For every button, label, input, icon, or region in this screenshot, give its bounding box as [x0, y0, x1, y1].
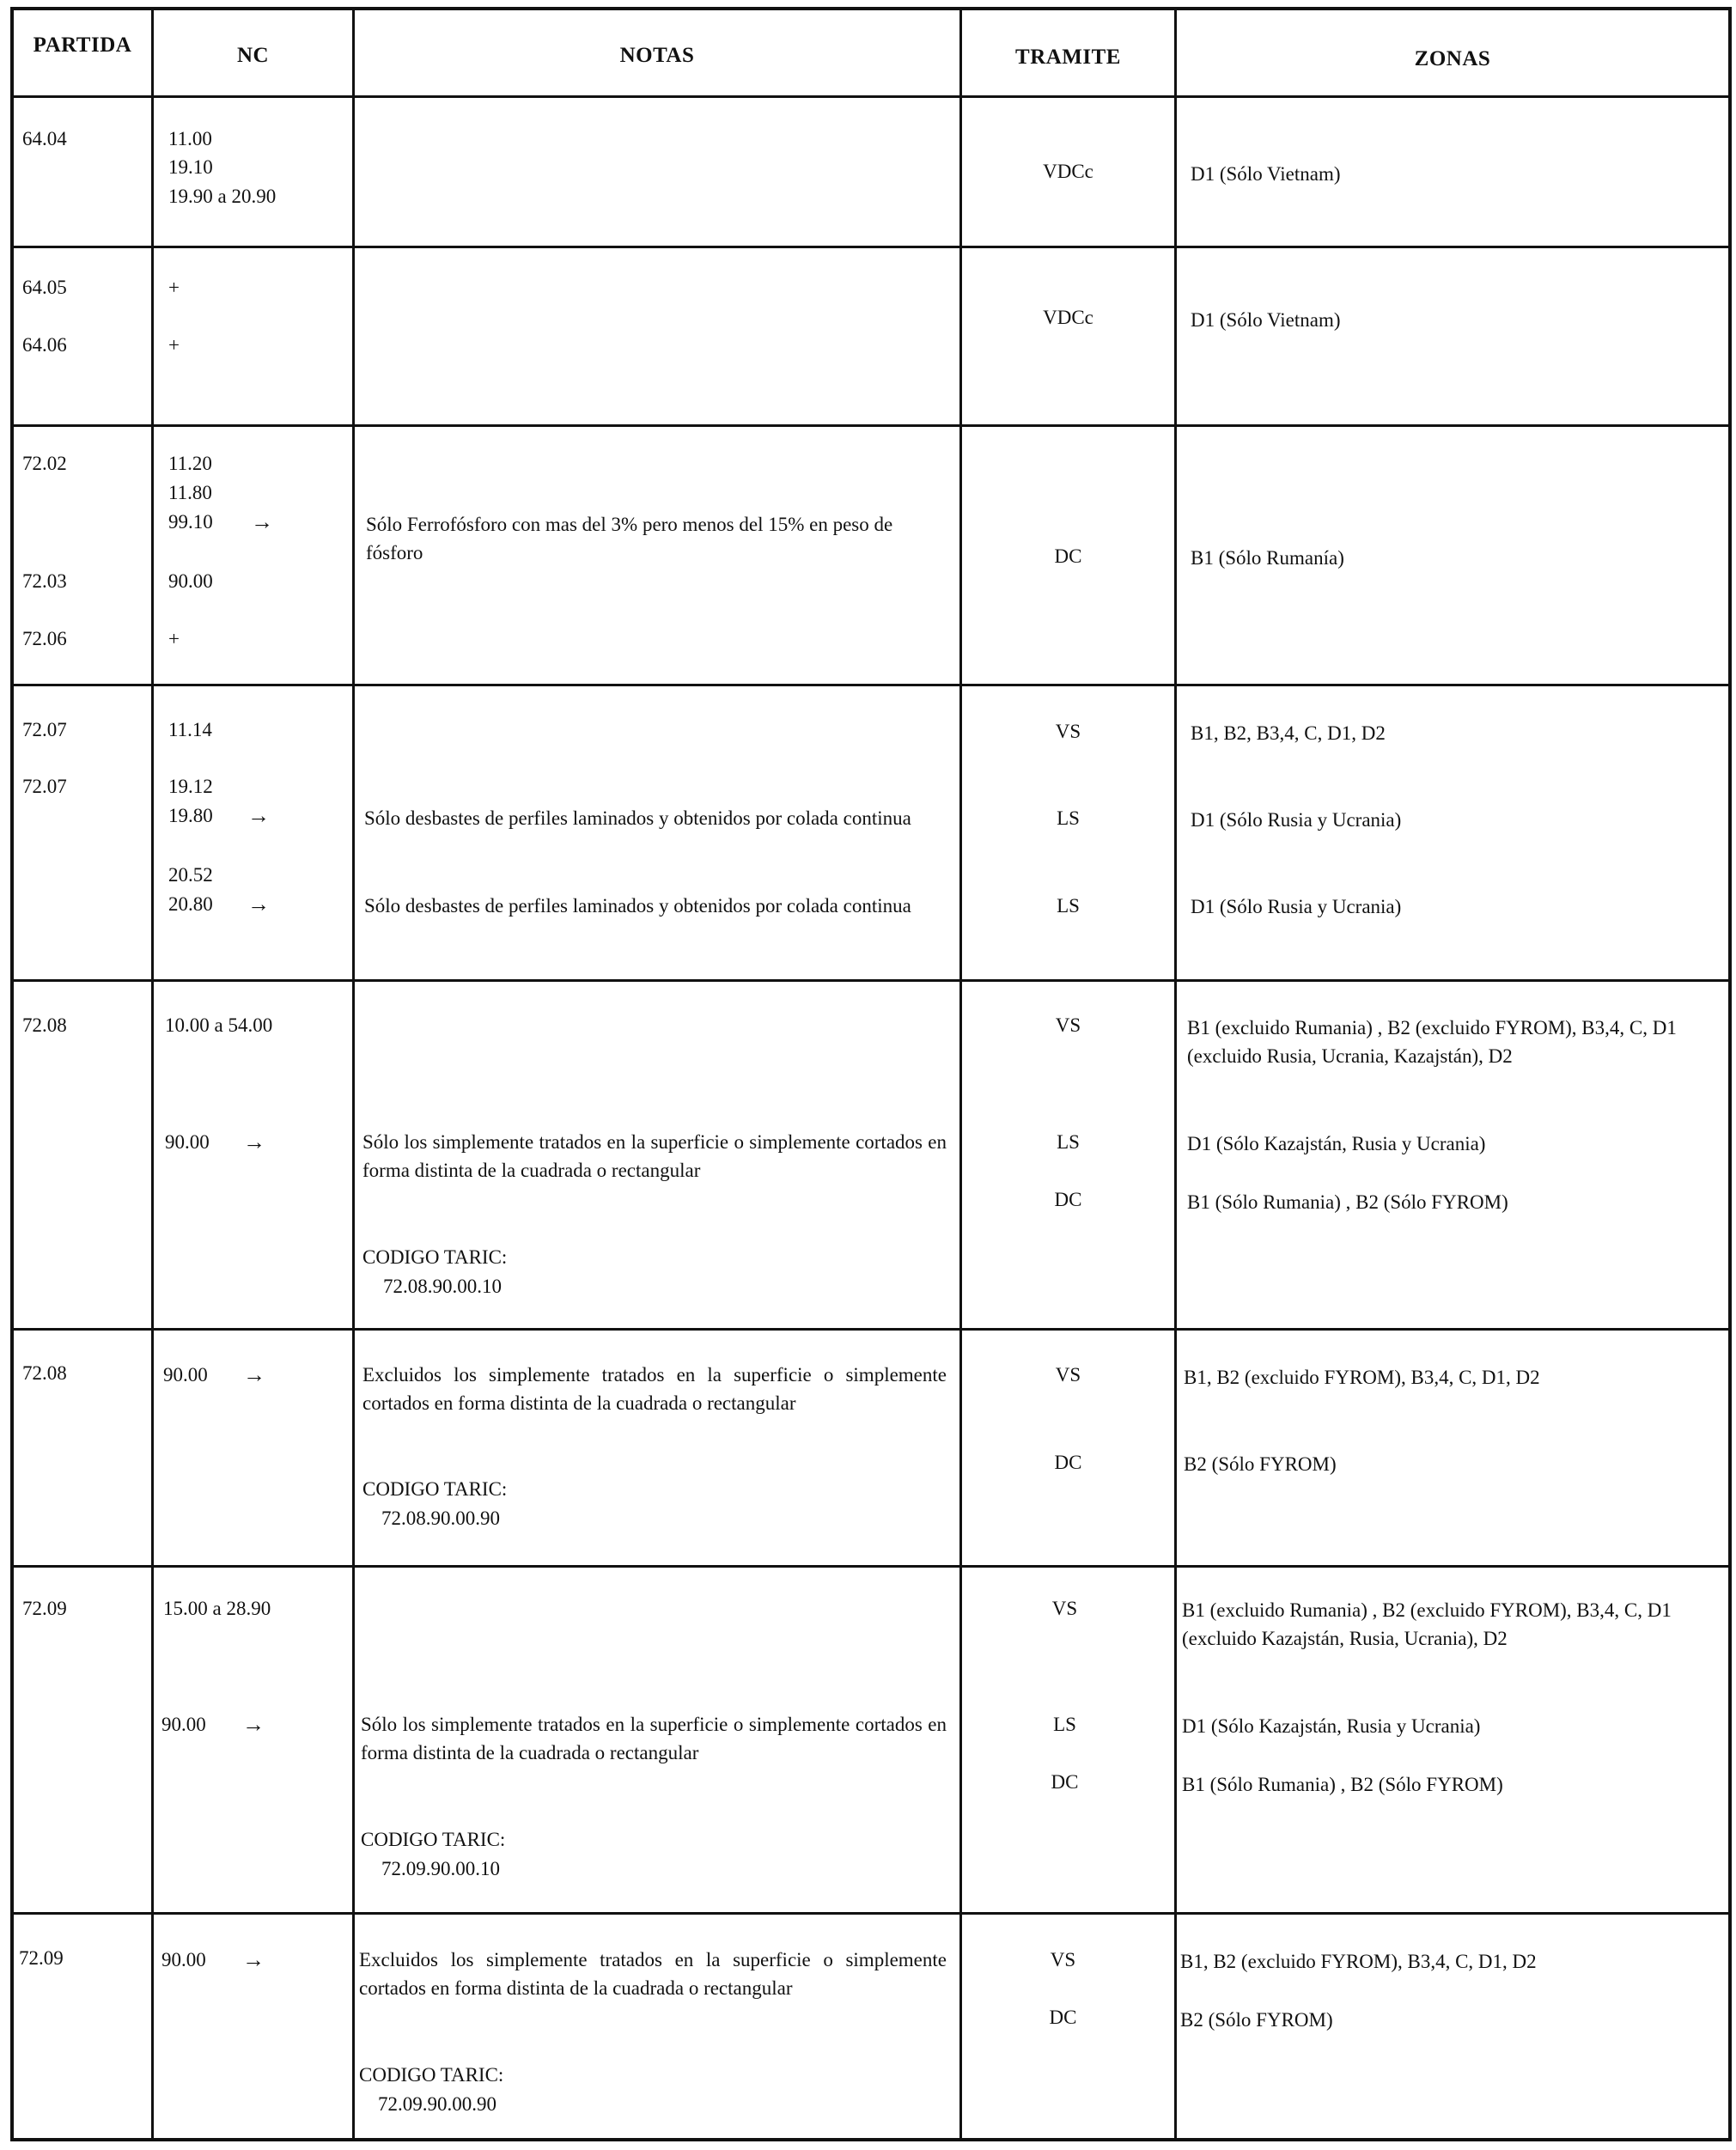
- nc-code: 19.90 a 20.90: [168, 186, 277, 207]
- nc-code: 11.00: [168, 128, 212, 149]
- arrow-icon: →: [247, 892, 270, 917]
- partida-code: 72.07: [22, 719, 67, 740]
- partida-code: 72.08: [22, 1014, 67, 1036]
- nc-code: 11.14: [168, 719, 212, 740]
- arrow-icon: →: [242, 1947, 265, 1972]
- zona-value: B1, B2 (excluido FYROM), B3,4, C, D1, D2: [1184, 1367, 1540, 1388]
- zona-value: B2 (Sólo FYROM): [1180, 2009, 1333, 2031]
- taric-label: CODIGO TARIC:: [361, 1829, 506, 1850]
- partida-code: 72.03: [22, 570, 67, 592]
- partida-code: 72.07: [22, 776, 67, 797]
- partida-code: 64.04: [22, 128, 67, 149]
- arrow-icon: →: [243, 1362, 265, 1387]
- taric-label: CODIGO TARIC:: [362, 1246, 508, 1268]
- row-divider: [10, 684, 1732, 686]
- header-notas: NOTAS: [619, 44, 695, 67]
- tramite-value: DC: [1051, 1771, 1079, 1793]
- partida-code: 72.09: [22, 1598, 67, 1619]
- row-divider: [10, 246, 1732, 248]
- nota-text: Sólo los simplemente tratados en la superficie o simplemente cortados en forma distinta de la cuadrada o rectangular: [361, 1714, 947, 1763]
- nc-code: +: [168, 334, 180, 356]
- taric-code: 72.08.90.00.90: [381, 1507, 500, 1529]
- nota-text: Excluidos los simplemente tratados en la superficie o simplemente cortados en forma distinta de la cuadrada o rectangular: [359, 1949, 947, 1999]
- taric-code: 72.09.90.00.10: [381, 1858, 500, 1879]
- zona-value: D1 (Sólo Vietnam): [1191, 163, 1341, 185]
- nota-text: Sólo desbastes de perfiles laminados y obtenidos por colada continua: [364, 895, 911, 917]
- row-divider: [10, 95, 1732, 98]
- column-divider: [1174, 7, 1177, 2141]
- tramite-value: LS: [1053, 1714, 1076, 1735]
- partida-code: 72.06: [22, 628, 67, 649]
- tramite-value: DC: [1054, 545, 1082, 567]
- partida-code: 72.09: [19, 1947, 64, 1969]
- header-tramite: TRAMITE: [1015, 46, 1121, 69]
- tramite-value: LS: [1057, 895, 1080, 917]
- row-divider: [10, 979, 1732, 982]
- taric-code: 72.09.90.00.90: [378, 2093, 496, 2115]
- zona-value: D1 (Sólo Vietnam): [1191, 309, 1341, 331]
- tramite-value: DC: [1054, 1452, 1082, 1473]
- nota-text: Sólo Ferrofósforo con mas del 3% pero menos del 15% en peso de fósforo: [366, 514, 893, 563]
- zona-value: B1 (excluido Rumania) , B2 (excluido FYROM), B3,4, C, D1 (excluido Rusia, Ucrania, Kazajstán), D2: [1187, 1017, 1677, 1067]
- nc-code: 11.20: [168, 453, 212, 474]
- nc-code: 20.80: [168, 893, 213, 915]
- zona-value: D1 (Sólo Rusia y Ucrania): [1191, 809, 1402, 831]
- arrow-icon: →: [247, 803, 270, 828]
- tramite-value: VS: [1055, 1014, 1081, 1036]
- zona-value: B1, B2, B3,4, C, D1, D2: [1191, 722, 1386, 744]
- column-divider: [352, 7, 355, 2141]
- header-zonas: ZONAS: [1414, 47, 1491, 70]
- nc-code: 10.00 a 54.00: [165, 1014, 273, 1036]
- zona-value: D1 (Sólo Rusia y Ucrania): [1191, 896, 1402, 917]
- zona-value: B1 (Sólo Rumania) , B2 (Sólo FYROM): [1187, 1191, 1508, 1213]
- row-divider: [10, 1565, 1732, 1568]
- header-partida: PARTIDA: [33, 33, 132, 57]
- tramite-value: LS: [1057, 1131, 1080, 1153]
- nc-code: 19.12: [168, 776, 213, 797]
- arrow-icon: →: [242, 1712, 265, 1737]
- nc-code: +: [168, 628, 180, 649]
- nc-code: 19.10: [168, 156, 213, 178]
- tramite-value: DC: [1049, 2007, 1077, 2028]
- zona-value: D1 (Sólo Kazajstán, Rusia y Ucrania): [1187, 1133, 1486, 1154]
- table-border-top: [10, 7, 1732, 10]
- nc-code: 90.00: [161, 1949, 206, 1970]
- tramite-value: VS: [1050, 1949, 1076, 1970]
- tramite-value: VDCc: [1043, 161, 1093, 182]
- zona-value: D1 (Sólo Kazajstán, Rusia y Ucrania): [1182, 1715, 1481, 1737]
- table-border-bottom: [10, 2138, 1732, 2141]
- zona-value: B1 (excluido Rumania) , B2 (excluido FYROM), B3,4, C, D1 (excluido Kazajstán, Rusia, Ucrania), D2: [1182, 1599, 1672, 1649]
- partida-code: 72.08: [22, 1362, 67, 1384]
- zona-value: B1 (Sólo Rumanía): [1191, 547, 1344, 569]
- header-nc: NC: [236, 44, 270, 67]
- arrow-icon: →: [251, 509, 273, 534]
- zona-value: B2 (Sólo FYROM): [1184, 1453, 1337, 1475]
- nc-code: 19.80: [168, 805, 213, 826]
- nc-code: 20.52: [168, 864, 213, 886]
- tramite-value: LS: [1057, 807, 1080, 829]
- tramite-value: VS: [1055, 721, 1081, 742]
- row-divider: [10, 424, 1732, 427]
- tramite-value: DC: [1054, 1189, 1082, 1210]
- row-divider: [10, 1328, 1732, 1331]
- column-divider: [151, 7, 154, 2141]
- nota-text: Sólo desbastes de perfiles laminados y obtenidos por colada continua: [364, 807, 911, 829]
- tramite-value: VS: [1055, 1364, 1081, 1386]
- taric-label: CODIGO TARIC:: [362, 1478, 508, 1500]
- nc-code: 99.10: [168, 511, 213, 533]
- nc-code: 15.00 a 28.90: [163, 1598, 271, 1619]
- nc-code: 90.00: [163, 1364, 208, 1386]
- taric-code: 72.08.90.00.10: [383, 1276, 502, 1297]
- tramite-value: VDCc: [1043, 307, 1093, 328]
- taric-label: CODIGO TARIC:: [359, 2064, 504, 2086]
- nc-code: 90.00: [165, 1131, 210, 1153]
- partida-code: 64.06: [22, 334, 67, 356]
- nota-text: Excluidos los simplemente tratados en la superficie o simplemente cortados en forma distinta de la cuadrada o rectangular: [362, 1364, 947, 1414]
- tramite-value: VS: [1051, 1598, 1078, 1619]
- partida-code: 72.02: [22, 453, 67, 474]
- zona-value: B1, B2 (excluido FYROM), B3,4, C, D1, D2: [1180, 1951, 1537, 1972]
- table-border-right: [1728, 7, 1732, 2141]
- zona-value: B1 (Sólo Rumania) , B2 (Sólo FYROM): [1182, 1774, 1503, 1795]
- nc-code: 90.00: [161, 1714, 206, 1735]
- partida-code: 64.05: [22, 277, 67, 298]
- arrow-icon: →: [243, 1130, 265, 1154]
- nc-code: +: [168, 277, 180, 298]
- row-divider: [10, 1912, 1732, 1915]
- nc-code: 90.00: [168, 570, 213, 592]
- table-border-left: [10, 7, 14, 2141]
- nc-code: 11.80: [168, 482, 212, 503]
- nota-text: Sólo los simplemente tratados en la superficie o simplemente cortados en forma distinta de la cuadrada o rectangular: [362, 1131, 947, 1181]
